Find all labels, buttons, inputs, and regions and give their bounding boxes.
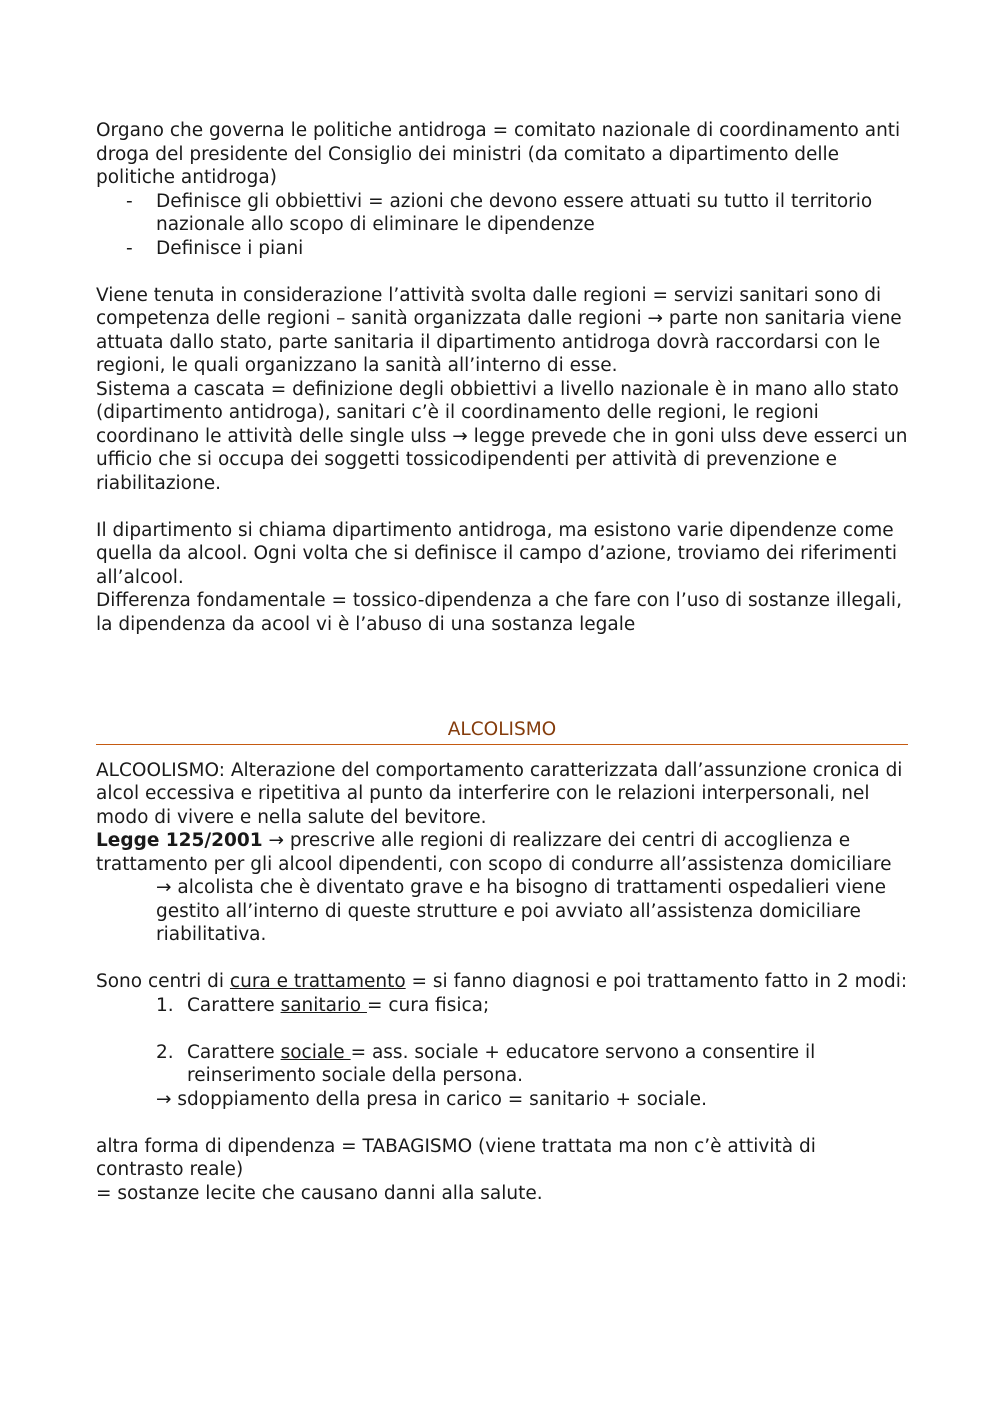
definition-paragraph: ALCOOLISMO: Alterazione del comportamento caratterizzata dall’assunzione cronica di alcol eccessiva e ripetitiva al punto da interferire con le relazioni interpersonali, nel modo di vivere e nella salute del bevitore. bbox=[96, 759, 903, 828]
list-item: - Definisce gli obbiettivi = azioni che devono essere attuati su tutto il territorio nazionale allo scopo di eliminare le dipendenze bbox=[96, 190, 908, 237]
item-text: Carattere bbox=[187, 994, 281, 1016]
centers-underlined: cura e trattamento bbox=[229, 971, 406, 992]
law-paragraph bbox=[96, 829, 908, 876]
tabagismo-paragraph: altra forma di dipendenza = TABAGISMO (viene trattata ma non c’è attività di contrasto reale) bbox=[96, 1135, 816, 1180]
intro-paragraph: Organo che governa le politiche antidroga = comitato nazionale di coordinamento anti droga del presidente del Consiglio dei ministri (da comitato a dipartimento delle politiche antidroga) bbox=[96, 120, 901, 188]
difference-paragraph: Differenza fondamentale = tossico-dipendenza a che fare con l’uso di sostanze illegali, la dipendenza da acool vi è l’abuso di una sostanza legale bbox=[96, 590, 902, 635]
tabagismo-note: = sostanze lecite che causano danni alla salute. bbox=[96, 1182, 543, 1204]
regions-paragraph: Viene tenuta in considerazione l’attività svolta dalle regioni = servizi sanitari sono di competenza delle regioni – sanità organizzata dalle regioni → parte non sanitaria viene attuata dallo stato, parte sanitaria il dipartimento antidroga dovrà raccordarsi con le regioni, le quali organizzano la sanità all’interno di esse. bbox=[96, 284, 902, 376]
split-note: → sdoppiamento della presa in carico = sanitario + sociale. bbox=[156, 1088, 707, 1110]
list-item bbox=[96, 994, 908, 1018]
cascade-paragraph: Sistema a cascata = definizione degli obbiettivi a livello nazionale è in mano allo stato (dipartimento antidroga), sanitari c’è il coordinamento delle regioni, le regioni coordinano le attività delle single ulss → legge prevede che in goni ulss deve esserci un ufficio che si occupa dei soggetti tossicodipendenti per attività di prevenzione e riabilitazione. bbox=[96, 378, 908, 494]
item-number: 1. bbox=[156, 994, 174, 1016]
item-text-end: = ass. sociale + educatore servono a consentire il reinserimento sociale della persona. bbox=[187, 1041, 816, 1086]
item-underlined: sanitario bbox=[280, 994, 367, 1016]
item-underlined: sociale bbox=[280, 1041, 351, 1063]
item-text: Carattere bbox=[187, 1041, 281, 1063]
centers-text-end: = si fanno diagnosi e poi trattamento fatto in 2 modi: bbox=[405, 971, 908, 992]
document-page bbox=[96, 119, 908, 1205]
item-number: 2. bbox=[156, 1041, 174, 1063]
item-text-end: = cura fisica; bbox=[366, 994, 490, 1016]
centers-text: Sono centri di bbox=[96, 971, 230, 992]
department-paragraph: Il dipartimento si chiama dipartimento antidroga, ma esistono varie dipendenze come quella da alcool. Ogni volta che si definisce il campo d’azione, troviamo dei riferimenti all’alcool. bbox=[96, 519, 898, 588]
list-spacer bbox=[96, 1017, 908, 1041]
law-label: Legge 125/2001 bbox=[96, 830, 263, 851]
objectives-list bbox=[96, 190, 908, 261]
law-note: → alcolista che è diventato grave e ha bisogno di trattamenti ospedalieri viene gestito all’interno di queste strutture e poi avviato all’assistenza domiciliare riabilitativa. bbox=[156, 877, 886, 945]
list-item bbox=[96, 1041, 908, 1088]
modes-list bbox=[96, 994, 908, 1088]
centers-paragraph bbox=[96, 970, 908, 994]
section-heading: ALCOLISMO bbox=[96, 718, 908, 745]
law-text: → prescrive alle regioni di realizzare dei centri di accoglienza e trattamento per gli alcool dipendenti, con scopo di condurre all’assistenza domiciliare bbox=[96, 830, 892, 875]
list-item: - Definisce i piani bbox=[96, 237, 908, 261]
